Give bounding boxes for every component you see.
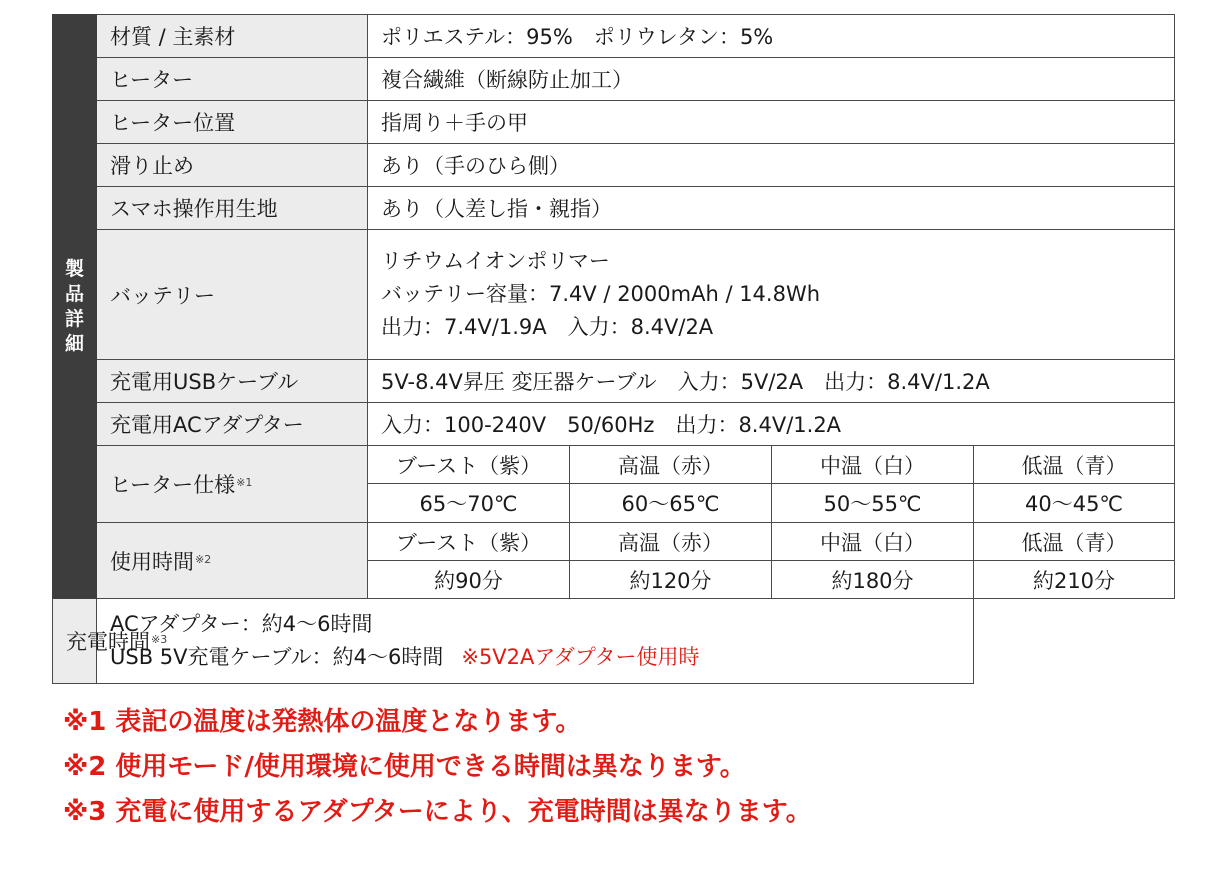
footnote-3: ※3 充電に使用するアダプターにより、充電時間は異なります。 — [63, 797, 812, 827]
battery-line-capacity: バッテリー容量：7.4V / 2000mAh / 14.8Wh — [381, 282, 821, 306]
row-charge-time — [53, 599, 1175, 684]
row-heater-position — [53, 101, 1175, 144]
usage-time-header: 高温（赤） — [570, 523, 772, 561]
heater-spec-value: 50～55℃ — [772, 484, 974, 523]
footnotes — [63, 700, 812, 835]
row-touchscreen — [53, 187, 1175, 230]
heater-spec-header: 中温（白） — [772, 446, 974, 484]
usage-time-header: 低温（青） — [974, 523, 1175, 561]
value-touchscreen: あり（人差し指・親指） — [368, 187, 1175, 230]
heater-spec-note-mark: ※1 — [236, 476, 253, 489]
label-material: 材質 / 主素材 — [97, 15, 368, 58]
row-battery — [53, 230, 1175, 360]
value-heater: 複合繊維（断線防止加工） — [368, 58, 1175, 101]
usage-time-header: ブースト（紫） — [368, 523, 570, 561]
value-battery — [368, 230, 1175, 360]
usage-time-value: 約90分 — [368, 561, 570, 599]
battery-line-type: リチウムイオンポリマー — [381, 249, 610, 273]
row-usage-time-headers — [53, 523, 1175, 561]
footnote-2: ※2 使用モード/使用環境に使用できる時間は異なります。 — [63, 752, 746, 782]
spec-table — [52, 14, 1175, 684]
side-label-cell — [53, 15, 97, 599]
label-ac-adapter: 充電用ACアダプター — [97, 403, 368, 446]
heater-spec-header: ブースト（紫） — [368, 446, 570, 484]
row-anti-slip — [53, 144, 1175, 187]
value-usb-cable: 5V-8.4V昇圧 変圧器ケーブル 入力：5V/2A 出力：8.4V/1.2A — [368, 360, 1175, 403]
usage-time-note-mark: ※2 — [195, 552, 212, 566]
label-charge-time-cell — [53, 599, 168, 684]
label-battery: バッテリー — [97, 230, 368, 360]
label-usage-time-cell — [97, 523, 368, 599]
usage-time-value: 約120分 — [570, 561, 772, 599]
label-charge-time: 充電時間 — [66, 630, 150, 654]
row-heater-spec-headers — [53, 446, 1175, 484]
value-heater-position: 指周り＋手の甲 — [368, 101, 1175, 144]
label-anti-slip: 滑り止め — [97, 144, 368, 187]
row-heater — [53, 58, 1175, 101]
usage-time-header: 中温（白） — [772, 523, 974, 561]
label-touchscreen: スマホ操作用生地 — [97, 187, 368, 230]
heater-spec-value: 40～45℃ — [974, 484, 1175, 523]
heater-spec-value: 65～70℃ — [368, 484, 570, 523]
charge-time-usb-text: USB 5V充電ケーブル：約4～6時間 — [110, 645, 444, 669]
value-material: ポリエステル：95% ポリウレタン：5% — [368, 15, 1175, 58]
footnote-1: ※1 表記の温度は発熱体の温度となります。 — [63, 707, 582, 737]
row-usb-cable — [53, 360, 1175, 403]
usage-time-value: 約180分 — [772, 561, 974, 599]
heater-spec-header: 高温（赤） — [570, 446, 772, 484]
row-ac-adapter — [53, 403, 1175, 446]
heater-spec-header: 低温（青） — [974, 446, 1175, 484]
charge-time-usb-note: ※5V2Aアダプター使用時 — [461, 645, 700, 669]
charge-time-line-ac: ACアダプター：約4～6時間 — [110, 612, 373, 636]
usage-time-value: 約210分 — [974, 561, 1175, 599]
label-heater-spec: ヒーター仕様 — [110, 473, 236, 497]
row-material — [53, 15, 1175, 58]
side-label: 製品詳細 — [64, 257, 84, 355]
charge-time-note-mark: ※3 — [151, 633, 168, 646]
label-usage-time: 使用時間 — [110, 549, 194, 574]
charge-time-line-usb — [110, 641, 973, 674]
battery-line-io: 出力：7.4V/1.9A 入力：8.4V/2A — [381, 315, 714, 339]
value-anti-slip: あり（手のひら側） — [368, 144, 1175, 187]
label-heater: ヒーター — [97, 58, 368, 101]
label-heater-spec-cell — [97, 446, 368, 523]
label-usb-cable: 充電用USBケーブル — [97, 360, 368, 403]
value-ac-adapter: 入力：100-240V 50/60Hz 出力：8.4V/1.2A — [368, 403, 1175, 446]
label-heater-position: ヒーター位置 — [97, 101, 368, 144]
value-charge-time — [97, 599, 974, 684]
heater-spec-value: 60～65℃ — [570, 484, 772, 523]
